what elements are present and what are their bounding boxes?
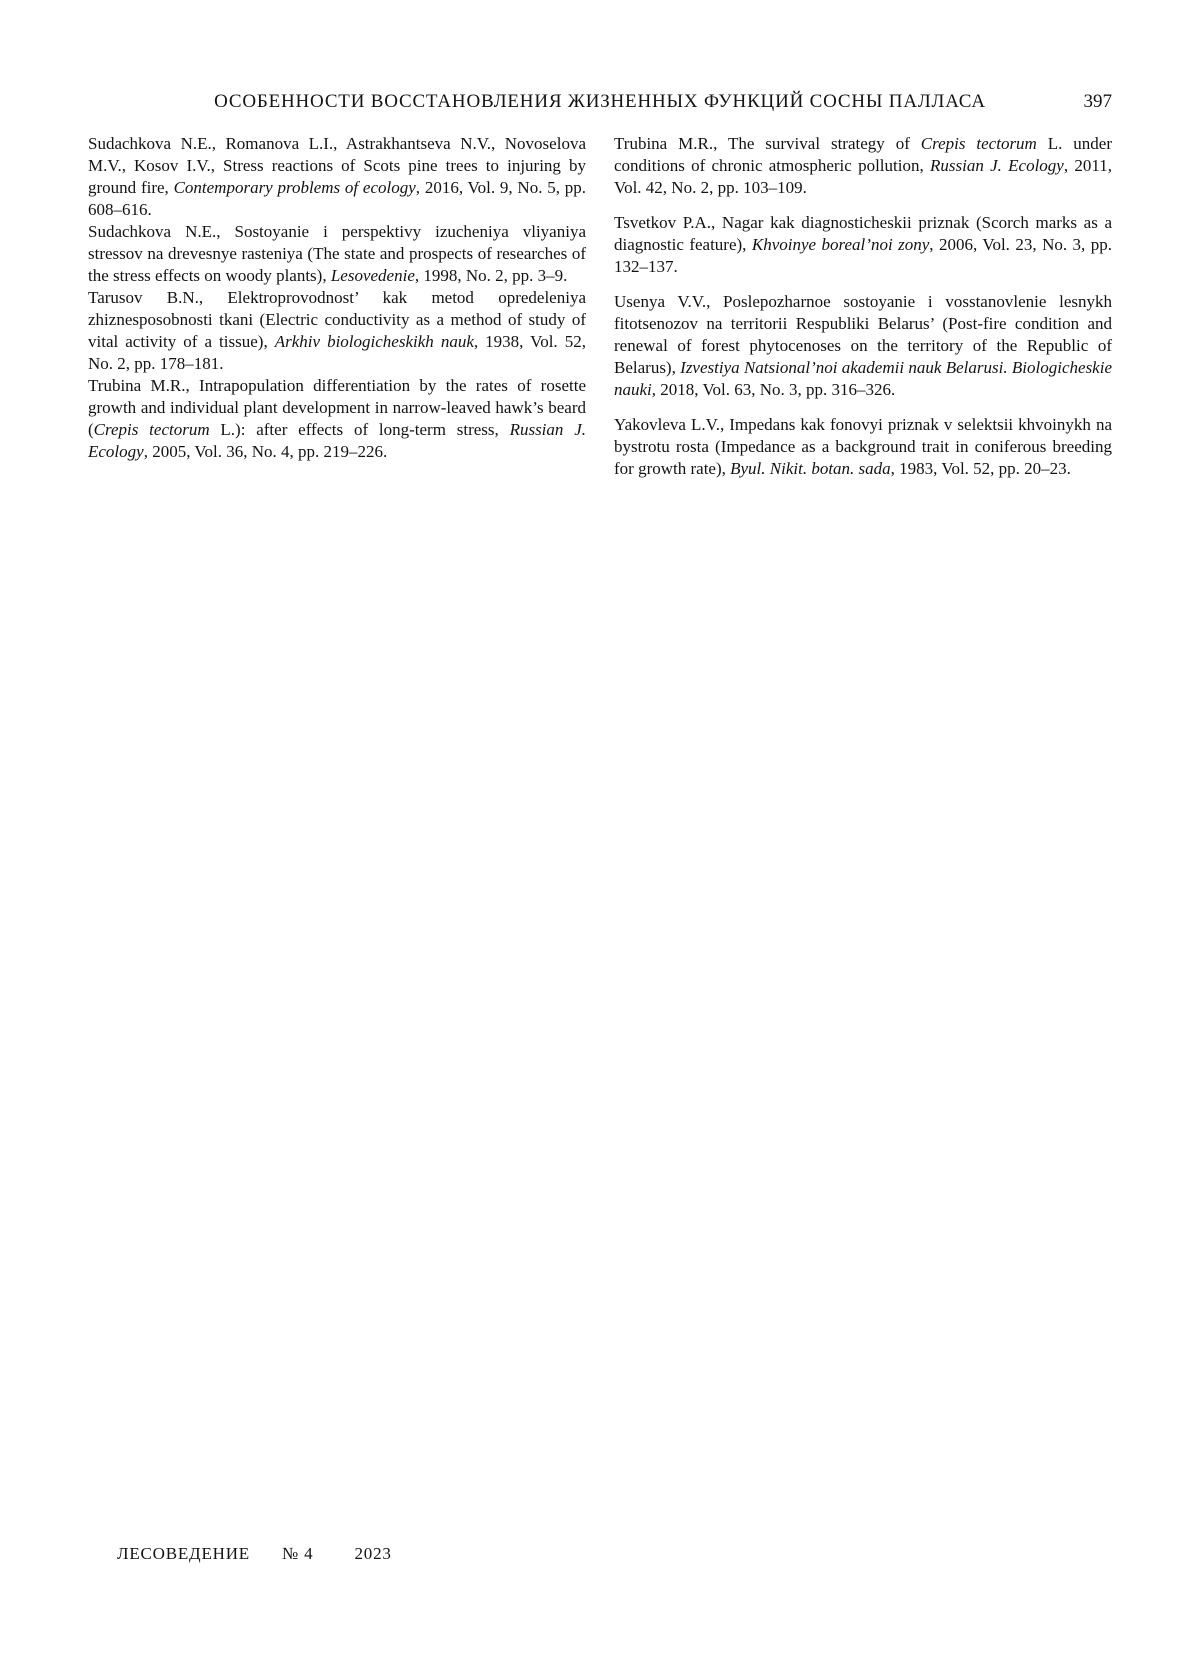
reference-entry: Tsvetkov P.A., Nagar kak diagnosticheskii priznak (Scorch marks as a diagnostic feature), Khvoinye boreal’noi zony, 2006, Vol. 23, No. 3, pp. 132–137.: [614, 213, 1113, 276]
references-column-right: [614, 133, 1112, 480]
journal-name: ЛЕСОВЕДЕНИЕ: [117, 1544, 250, 1563]
journal-issue: № 4: [282, 1544, 314, 1563]
reference-entry: Tarusov B.N., Elektroprovodnost’ kak metod opredeleniya zhiznesposobnosti tkani (Electric conductivity as a method of study of vital activity of a tissue), Arkhiv biologicheskikh nauk, 1938, Vol. 52, No. 2, pp. 178–181.: [88, 288, 586, 373]
reference-entry: Yakovleva L.V., Impedans kak fonovyi priznak v selektsii khvoinykh na bystrotu rosta (Impedance as a background trait in coniferous breeding for growth rate), Byul. Nikit. botan. sada, 1983, Vol. 52, pp. 20–23.: [614, 415, 1112, 478]
journal-page: [0, 0, 1200, 480]
journal-year: 2023: [354, 1544, 392, 1563]
reference-entry: Trubina M.R., Intrapopulation differentiation by the rates of rosette growth and individual plant development in narrow-leaved hawk’s beard (Crepis tectorum L.): after effects of long-term stress, Russian J. Ecology, 2005, Vol. 36, No. 4, pp. 219–226.: [88, 376, 586, 461]
reference-entry: Sudachkova N.E., Sostoyanie i perspektivy izucheniya vliyaniya stressov na drevesnye rasteniya (The state and prospects of researches of the stress effects on woody plants), Lesovedenie, 1998, No. 2, pp. 3–9.: [88, 222, 586, 285]
reference-entry: Sudachkova N.E., Romanova L.I., Astrakhantseva N.V., Novoselova M.V., Kosov I.V., Stress reactions of Scots pine trees to injuring by ground fire, Contemporary problems of ecology, 2016, Vol. 9, No. 5, pp. 608–616.: [88, 134, 586, 219]
reference-entry: Usenya V.V., Poslepozharnoe sostoyanie i vosstanovlenie lesnykh fitotsenozov na territorii Respubliki Belarus’ (Post-fire condition and renewal of forest phytocenoses on the territory of the Republic of Belarus), Izvestiya Natsional’noi akademii nauk Belarusi. Biologicheskie nauki, 2018, Vol. 63, No. 3, pp. 316–326.: [614, 292, 1112, 399]
running-head: [88, 90, 1112, 113]
page-number: 397: [1083, 91, 1112, 112]
reference-entry: Trubina M.R., The survival strategy of Crepis tectorum L. under conditions of chronic atmospheric pollution, Russian J. Ecology, 2011, Vol. 42, No. 2, pp. 103–109.: [614, 134, 1113, 197]
journal-footer: [117, 1543, 392, 1565]
article-title-running-head: ОСОБЕННОСТИ ВОССТАНОВЛЕНИЯ ЖИЗНЕННЫХ ФУНКЦИЙ СОСНЫ ПАЛЛАСА: [214, 91, 986, 112]
references-column-left: [88, 133, 586, 480]
references-section: [88, 133, 1112, 480]
